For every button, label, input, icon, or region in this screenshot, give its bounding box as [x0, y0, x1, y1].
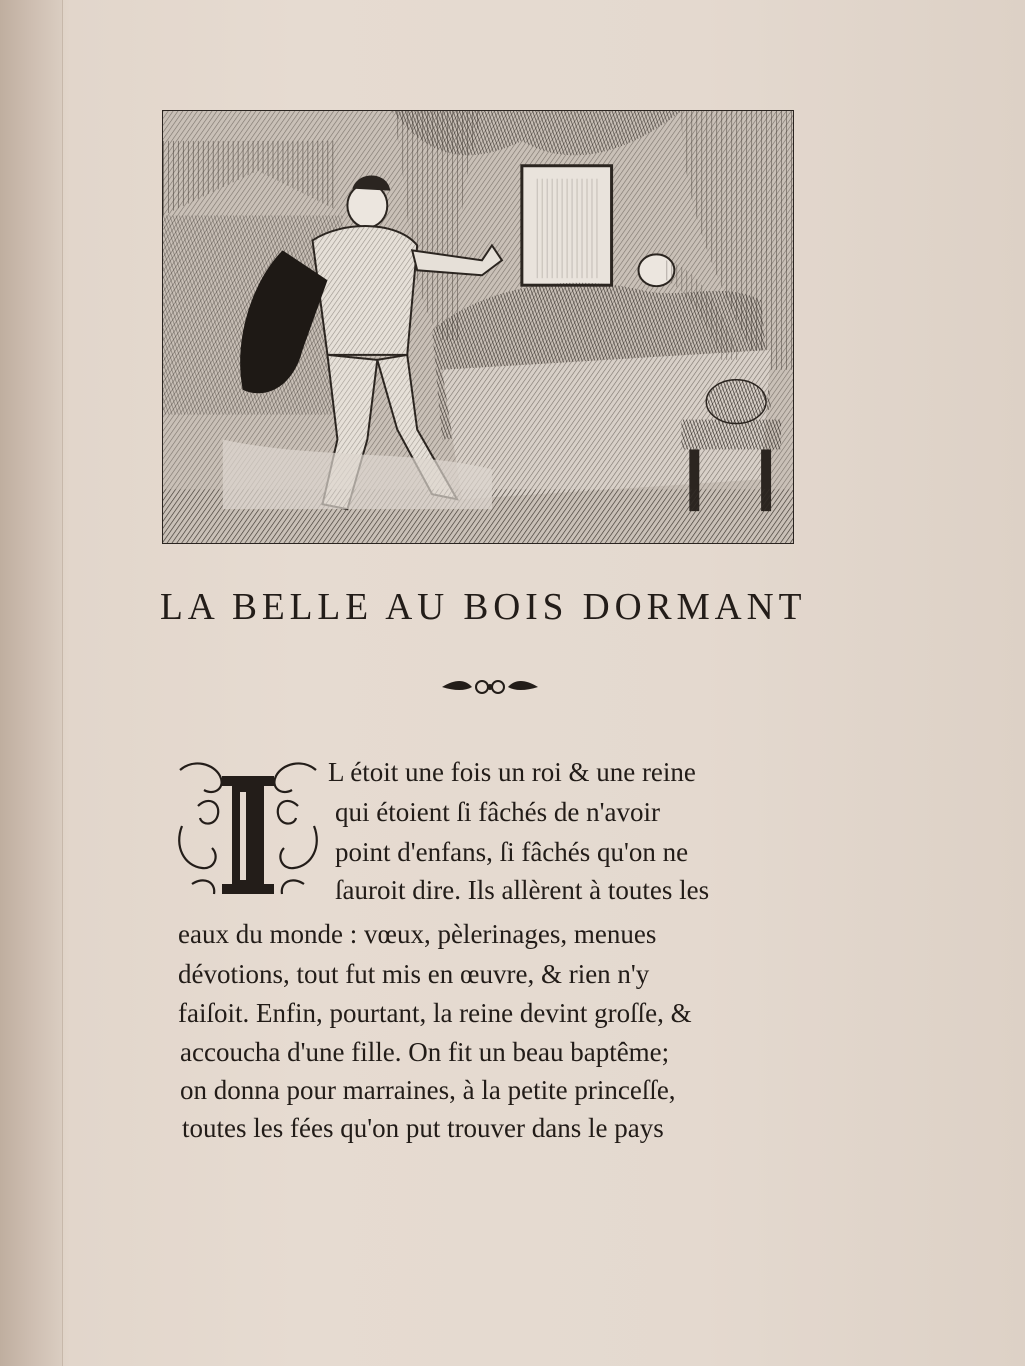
engraving-illustration	[162, 110, 794, 544]
text-line: qui étoient ſi fâchés de n'avoir	[335, 797, 661, 827]
text-line: point d'enfans, ſi fâchés qu'on ne	[335, 837, 689, 867]
ornamental-drop-cap	[174, 756, 322, 900]
text-line: toutes les fées qu'on put trouver dans le pays	[182, 1113, 664, 1143]
facing-page-edge	[0, 0, 63, 1366]
text-line: on donna pour marraines, à la petite princeſſe,	[180, 1075, 676, 1105]
text-line: ſauroit dire. Ils allèrent à toutes les	[335, 875, 710, 905]
text-line: faiſoit. Enfin, pourtant, la reine devint groſſe, &	[178, 998, 692, 1028]
text-line: dévotions, tout fut mis en œuvre, & rien n'y	[178, 959, 650, 989]
chapter-title: LA BELLE AU BOIS DORMANT	[160, 586, 807, 628]
ornament-fleuron	[440, 675, 540, 699]
text-line: accoucha d'une fille. On fit un beau baptême;	[180, 1037, 670, 1067]
text-line: eaux du monde : vœux, pèlerinages, menues	[178, 919, 657, 949]
text-line: L étoit une fois un roi & une reine	[328, 757, 696, 787]
